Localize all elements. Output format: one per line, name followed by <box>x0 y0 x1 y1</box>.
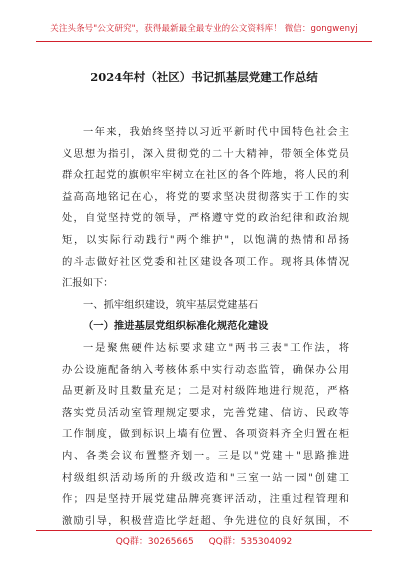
document-title: 2024年村（社区）书记抓基层党建工作总结 <box>90 70 318 84</box>
paragraph-line: 工作制度，做到标识上墙有位置、各项资料齐全归置在柜 <box>62 428 349 441</box>
paragraph-line: 群众扛起党的旗帜牢牢树立在社区的各个阵地，将人民的利 <box>62 169 349 182</box>
header-promo-note: 关注头条号"公文研究"，获得最新最全最专业的公文资料库！ 微信：gongwenyj <box>50 24 358 34</box>
header-divider <box>36 41 372 42</box>
paragraph-line: 落实党员活动室管理规定要求，完善党建、信访、民政等 <box>62 406 349 419</box>
paragraph-line: 内、各类会议布置整齐划一。三是以"党建＋"思路推进 <box>62 449 349 462</box>
paragraph-line: 益高高地铭记在心，将党的要求坚决贯彻落实于工作的实 <box>62 190 349 203</box>
footer-qq-group-2: QQ群：535304092 <box>208 537 293 547</box>
paragraph-line: 一是聚焦硬件达标要求建立"两书三表"工作法，将 <box>83 341 349 354</box>
subsection-heading: （一）推进基层党组织标准化规范化建设 <box>83 320 269 333</box>
paragraph-line: 处，自觉坚持党的领导，严格遵守党的政治纪律和政治规 <box>62 212 349 225</box>
paragraph-line: 村级组织活动场所的升级改造和"三室一站一园"创建工 <box>62 471 349 484</box>
document-body <box>62 122 349 532</box>
section-heading: 一、抓牢组织建设，筑牢基层党建基石 <box>83 298 259 311</box>
paragraph-line: 一年来，我始终坚持以习近平新时代中国特色社会主 <box>83 126 349 138</box>
paragraph-line: 义思想为指引，深入贯彻党的二十大精神，带领全体党员 <box>62 147 349 160</box>
paragraph-line: 激励引导，积极营造比学赶超、争先进位的良好氛围，不 <box>62 514 349 527</box>
paragraph-line: 品更新及时且数量充足；二是对村级阵地进行规范，严格 <box>62 385 349 398</box>
footer-divider <box>36 530 372 531</box>
paragraph-line: 汇报如下： <box>62 277 114 290</box>
paragraph-line: 的斗志做好社区党委和社区建设各项工作。现将具体情况 <box>62 255 349 268</box>
footer-qq-group-1: QQ群：30265665 <box>115 537 194 547</box>
paragraph-line: 办公设施配备纳入考核体系中实行动态监管，确保办公用 <box>62 363 349 376</box>
paragraph-line: 作；四是坚持开展党建品牌亮赛评活动，注重过程管理和 <box>62 493 349 506</box>
paragraph-line: 矩，以实际行动践行"两个维护"，以饱满的热情和昂扬 <box>62 233 349 246</box>
footer-contact <box>0 534 408 547</box>
